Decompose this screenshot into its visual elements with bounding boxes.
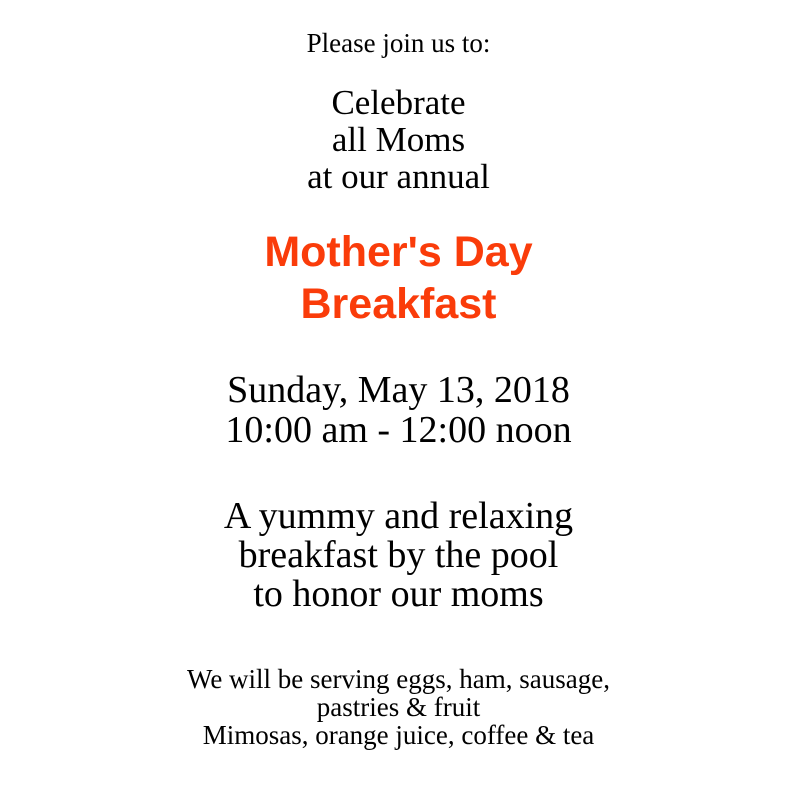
occasion-line-1: Celebrate — [331, 83, 466, 122]
menu-line-3: Mimosas, orange juice, coffee & tea — [202, 720, 595, 750]
event-title-line-1: Mother's Day — [264, 228, 533, 276]
occasion-block — [0, 84, 797, 195]
event-title-line-2: Breakfast — [300, 280, 497, 328]
occasion-line-2: all Moms — [331, 120, 466, 159]
menu-block — [0, 665, 797, 749]
datetime-block — [0, 370, 797, 450]
event-time: 10:00 am - 12:00 noon — [225, 409, 572, 451]
description-line-1: A yummy and relaxing — [223, 495, 574, 537]
description-block — [0, 497, 797, 614]
event-date: Sunday, May 13, 2018 — [227, 369, 570, 411]
description-line-2: breakfast by the pool — [238, 534, 559, 576]
occasion-line-3: at our annual — [307, 157, 490, 196]
description-line-3: to honor our moms — [253, 573, 544, 615]
intro-line: Please join us to: — [306, 28, 491, 58]
menu-line-1: We will be serving eggs, ham, sausage, — [187, 664, 610, 694]
menu-line-2: pastries & fruit — [316, 692, 481, 722]
event-title — [0, 226, 797, 330]
